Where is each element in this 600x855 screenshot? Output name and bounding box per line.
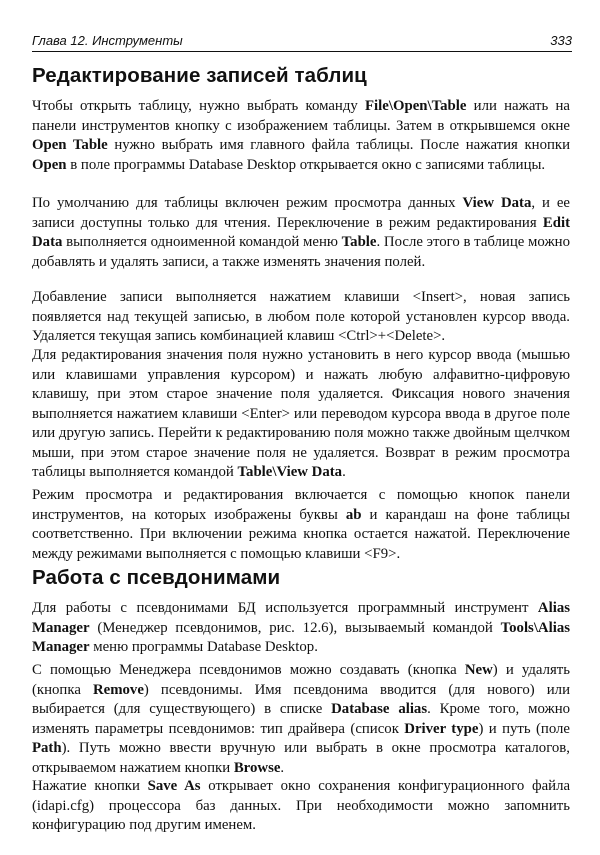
text-run: Нажатие кнопки <box>32 778 148 794</box>
text-run: Режим просмотра и редактирования включается с помощью кнопок панели инструментов, на которых изображены буквы <box>32 487 570 523</box>
text-run: , и ее записи доступны только для чтения. Переключение в режим редактирования <box>32 195 570 231</box>
paragraph-save-as <box>32 777 570 836</box>
mode-name: View Data <box>462 195 532 211</box>
text-run: С помощью Менеджера псевдонимов можно создавать (кнопка <box>32 662 465 678</box>
dialog-name: Open Table <box>32 137 108 153</box>
page-number: 333 <box>550 33 572 48</box>
text-run: ) псевдонимы. Имя псевдонима вводится (для нового) или выбирается (для существующего) в списке <box>32 681 570 717</box>
button-name: New <box>464 662 493 678</box>
paragraph-toolbar-buttons <box>32 486 570 564</box>
running-head <box>32 30 572 52</box>
paragraph-add-delete-records: Добавление записи выполняется нажатием клавиши <Insert>, новая запись появляется над текущей записью, в любом поле которой установлен курсор ввода. Удаляется текущая запись комбинацией клавиш <Ctrl>+<Delete>. <box>32 289 570 344</box>
paragraph-open-table <box>32 97 570 175</box>
text-run: выполняется одноименной командой меню <box>62 234 342 250</box>
button-letters: ab <box>345 506 362 523</box>
text-run: . <box>280 759 285 776</box>
menu-command: Tools\Alias Manager <box>32 619 570 655</box>
paragraph-view-edit-mode <box>32 194 570 272</box>
text-run: По умолчанию для таблицы включен режим просмотра данных <box>32 195 463 211</box>
mode-name: Edit Data <box>32 214 570 250</box>
menu-command: File\Open\Table <box>365 98 467 114</box>
chapter-title: Глава 12. Инструменты <box>32 33 183 48</box>
text-run: (Менеджер псевдонимов, рис. 12.6), вызываемый командой <box>89 619 501 636</box>
paragraph-edit-field-value <box>32 346 570 483</box>
text-run: меню программы Database Desktop. <box>89 639 318 655</box>
section-heading-table-editing: Редактирование записей таблиц <box>32 64 367 87</box>
button-name: Remove <box>92 681 144 698</box>
button-name: Open <box>32 156 67 173</box>
text-run: ) и путь (поле <box>478 720 570 737</box>
text-run: ). Путь можно ввести вручную или выбрать в окне просмотра каталогов, открываемом нажатием кнопки <box>32 740 570 776</box>
header-rule <box>32 51 572 52</box>
menu-command: Table\View Data <box>237 464 343 480</box>
field-name: Path <box>32 740 62 756</box>
text-run: Для редактирования значения поля нужно установить в него курсор ввода (мышью или клавишами управления курсором) и нажать любую алфавитно-цифровую клавишу, при этом старое значение поля удаляется. Фиксация нового значения выполняется нажатием клавиши <Enter> или переводом курсора ввода в другое поле или другую запись. Перейти к редактированию поля можно также двойным щелчком мыши, при этом старое значение поля не удаляется. Возврат в режим просмотра таблицы выполняется командой <box>32 347 570 480</box>
list-name: Database alias <box>331 701 428 717</box>
text-run: ) и удалять (кнопка <box>32 662 570 698</box>
text-run: Чтобы открыть таблицу, нужно выбрать команду <box>32 98 366 114</box>
section-heading-aliases: Работа с псевдонимами <box>32 566 281 589</box>
button-name: Browse <box>233 759 281 776</box>
text-run: . Кроме того, можно изменять параметры псевдонимов: тип драйвера (список <box>32 701 571 737</box>
list-name: Driver type <box>404 720 479 737</box>
text-run: . После этого в таблице можно добавлять и удалять записи, а также изменять значения полей. <box>32 234 570 270</box>
text-run: или нажать на панели инструментов кнопку с изображением таблицы. Затем в открывшемся окне <box>32 98 570 134</box>
tool-name: Alias Manager <box>32 600 570 636</box>
menu-name: Table <box>341 234 377 250</box>
text-run: открывает окно сохранения конфигурационного файла (idapi.cfg) процессора баз данных. При необходимости можно запомнить конфигурацию под другим именем. <box>32 778 571 833</box>
paragraph-alias-operations <box>32 661 570 778</box>
text-run: и карандаш на фоне таблицы соответственно. При включении режима кнопка остается нажатой. Переключение между режимами выполняется с помощью клавиши <F9>. <box>32 506 570 562</box>
text-run: . <box>342 464 346 480</box>
text-run: в поле программы Database Desktop открывается окно с записями таблицы. <box>66 156 546 173</box>
button-name: Save As <box>147 778 201 794</box>
text-run: нужно выбрать имя главного файла таблицы. После нажатия кнопки <box>107 137 570 153</box>
paragraph-alias-manager <box>32 599 570 658</box>
text-run: Для работы с псевдонимами БД используется программный инструмент <box>32 600 538 616</box>
